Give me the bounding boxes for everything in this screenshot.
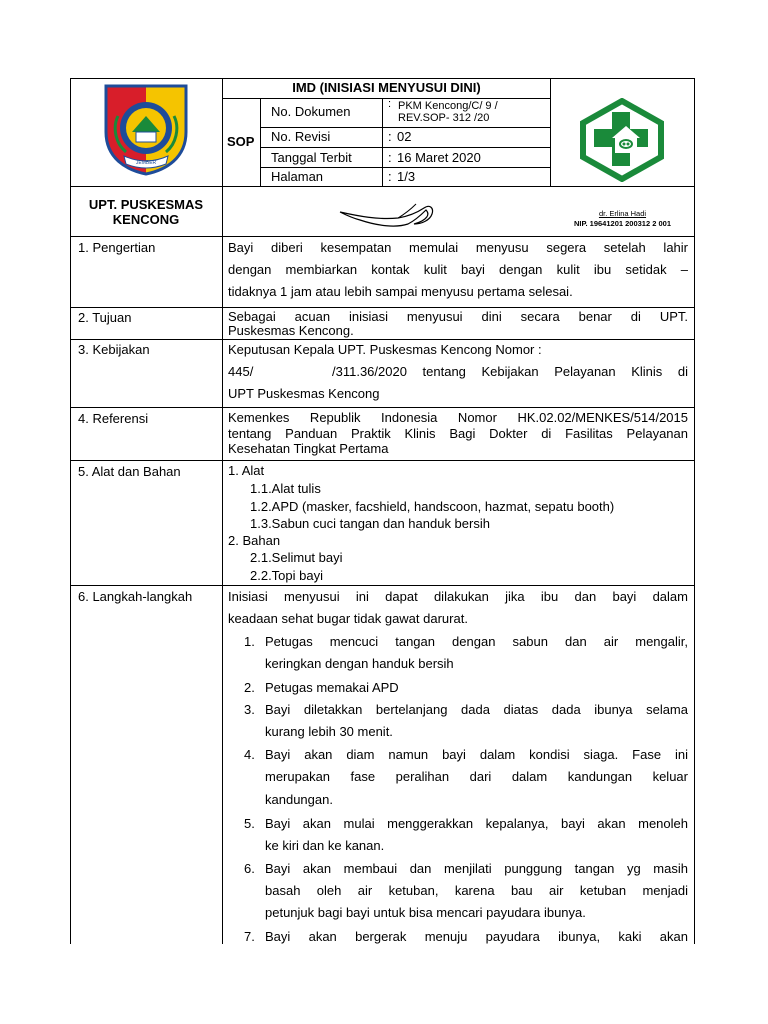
field-halaman-value: 1/3: [397, 169, 416, 184]
kebijakan-line: 445/: [228, 364, 254, 379]
alat-line: 2. Bahan: [228, 533, 281, 548]
document-title: IMD (INISIASI MENYUSUI DINI): [292, 80, 481, 95]
step-line: Bayi akan bergerak menuju payudara ibunya, kaki akan: [265, 929, 688, 944]
field-tanggal-label: Tanggal Terbit: [271, 150, 352, 165]
pengertian-line: tidaknya 1 jam atau lebih sampai menyusu pertama selesai.: [228, 284, 573, 299]
alat-line: 2.2.Topi bayi: [250, 568, 323, 583]
org-name-line1: UPT. PUSKESMAS: [88, 197, 204, 212]
tujuan-label: 2. Tujuan: [78, 310, 132, 325]
kebijakan-line: Keputusan Kepala UPT. Puskesmas Kencong Nomor :: [228, 342, 542, 357]
step-line: petunjuk bagi bayi untuk bisa mencari payudara ibunya.: [265, 905, 586, 920]
step-line: basah oleh air ketuban, karena bau air ketuban menjadi: [265, 883, 688, 898]
field-no-dokumen-sep: :: [388, 98, 392, 110]
step-line: Bayi diletakkan bertelanjang dada diatas dada ibunya selama: [265, 702, 688, 717]
sop-label: SOP: [227, 134, 255, 149]
puskesmas-logo: [578, 98, 666, 182]
step-number: 3.: [244, 702, 255, 717]
pengertian-line: Bayi diberi kesempatan memulai menyusu segera setelah lahir: [228, 240, 688, 255]
step-line: ke kiri dan ke kanan.: [265, 838, 385, 853]
signature: [338, 198, 438, 234]
step-line: keringkan dengan handuk bersih: [265, 656, 454, 671]
kebijakan-label: 3. Kebijakan: [78, 342, 150, 357]
step-number: 6.: [244, 861, 255, 876]
langkah-label: 6. Langkah-langkah: [78, 589, 193, 604]
field-no-revisi-value: 02: [397, 129, 412, 144]
field-no-revisi-sep: :: [388, 129, 392, 144]
step-line: Petugas mencuci tangan dengan sabun dan air mengalir,: [265, 634, 688, 649]
field-tanggal-sep: :: [388, 150, 392, 165]
signer-name: dr. Erlina Hadi: [598, 209, 647, 218]
field-tanggal-value: 16 Maret 2020: [397, 150, 481, 165]
alat-line: 1.2.APD (masker, facshield, handscoon, hazmat, sepatu booth): [250, 499, 615, 514]
pengertian-line: dengan membiarkan kontak kulit bayi dengan kulit ibu setidak –: [228, 262, 688, 277]
step-line: kandungan.: [265, 792, 333, 807]
svg-text:JEMBER: JEMBER: [135, 160, 157, 166]
step-line: Petugas memakai APD: [265, 680, 399, 695]
field-halaman-sep: :: [388, 169, 392, 184]
referensi-label: 4. Referensi: [78, 411, 149, 426]
field-no-dokumen-value1: PKM Kencong/C/ 9 /: [398, 100, 498, 112]
alat-label: 5. Alat dan Bahan: [78, 464, 181, 479]
step-line: Bayi akan mulai menggerakkan kepalanya, bayi akan menoleh: [265, 816, 688, 831]
step-line: Bayi akan diam namun bayi dalam kondisi siaga. Fase ini: [265, 747, 688, 762]
tujuan-line: Sebagai acuan inisiasi menyusui dini secara benar di UPT.: [228, 309, 688, 324]
referensi-line: tentang Panduan Praktik Klinis Bagi Dokter di Fasilitas Pelayanan: [228, 426, 688, 441]
step-number: 1.: [244, 634, 255, 649]
alat-line: 2.1.Selimut bayi: [250, 550, 343, 565]
tujuan-line: Puskesmas Kencong.: [228, 323, 354, 338]
jember-logo: [102, 82, 190, 178]
langkah-intro-line: keadaan sehat bugar tidak gawat darurat.: [228, 611, 468, 626]
field-no-revisi-label: No. Revisi: [271, 129, 331, 144]
step-line: Bayi akan membaui dan menjilati punggung tangan yg masih: [265, 861, 688, 876]
field-halaman-label: Halaman: [271, 169, 324, 184]
field-no-dokumen-label: No. Dokumen: [271, 104, 351, 119]
step-line: merupakan fase peralihan dari dalam kandungan keluar: [265, 769, 688, 784]
kebijakan-line: /311.36/2020 tentang Kebijakan Pelayanan Klinis di: [332, 364, 688, 379]
referensi-line: Kemenkes Republik Indonesia Nomor HK.02.02/MENKES/514/2015: [228, 410, 688, 425]
pengertian-label: 1. Pengertian: [78, 240, 156, 255]
step-number: 4.: [244, 747, 255, 762]
alat-line: 1. Alat: [228, 463, 265, 478]
alat-line: 1.3.Sabun cuci tangan dan handuk bersih: [250, 516, 490, 531]
field-no-dokumen-value2: REV.SOP- 312 /20: [398, 112, 490, 124]
langkah-intro-line: Inisiasi menyusui ini dapat dilakukan jika ibu dan bayi dalam: [228, 589, 688, 604]
alat-line: 1.1.Alat tulis: [250, 481, 321, 496]
kebijakan-line: UPT Puskesmas Kencong: [228, 386, 380, 401]
org-name-line2: KENCONG: [112, 212, 180, 227]
signer-nip: NIP. 19641201 200312 2 001: [573, 219, 672, 228]
step-number: 5.: [244, 816, 255, 831]
step-number: 2.: [244, 680, 255, 695]
referensi-line: Kesehatan Tingkat Pertama: [228, 441, 389, 456]
step-number: 7.: [244, 929, 255, 944]
step-line: kurang lebih 30 menit.: [265, 724, 393, 739]
